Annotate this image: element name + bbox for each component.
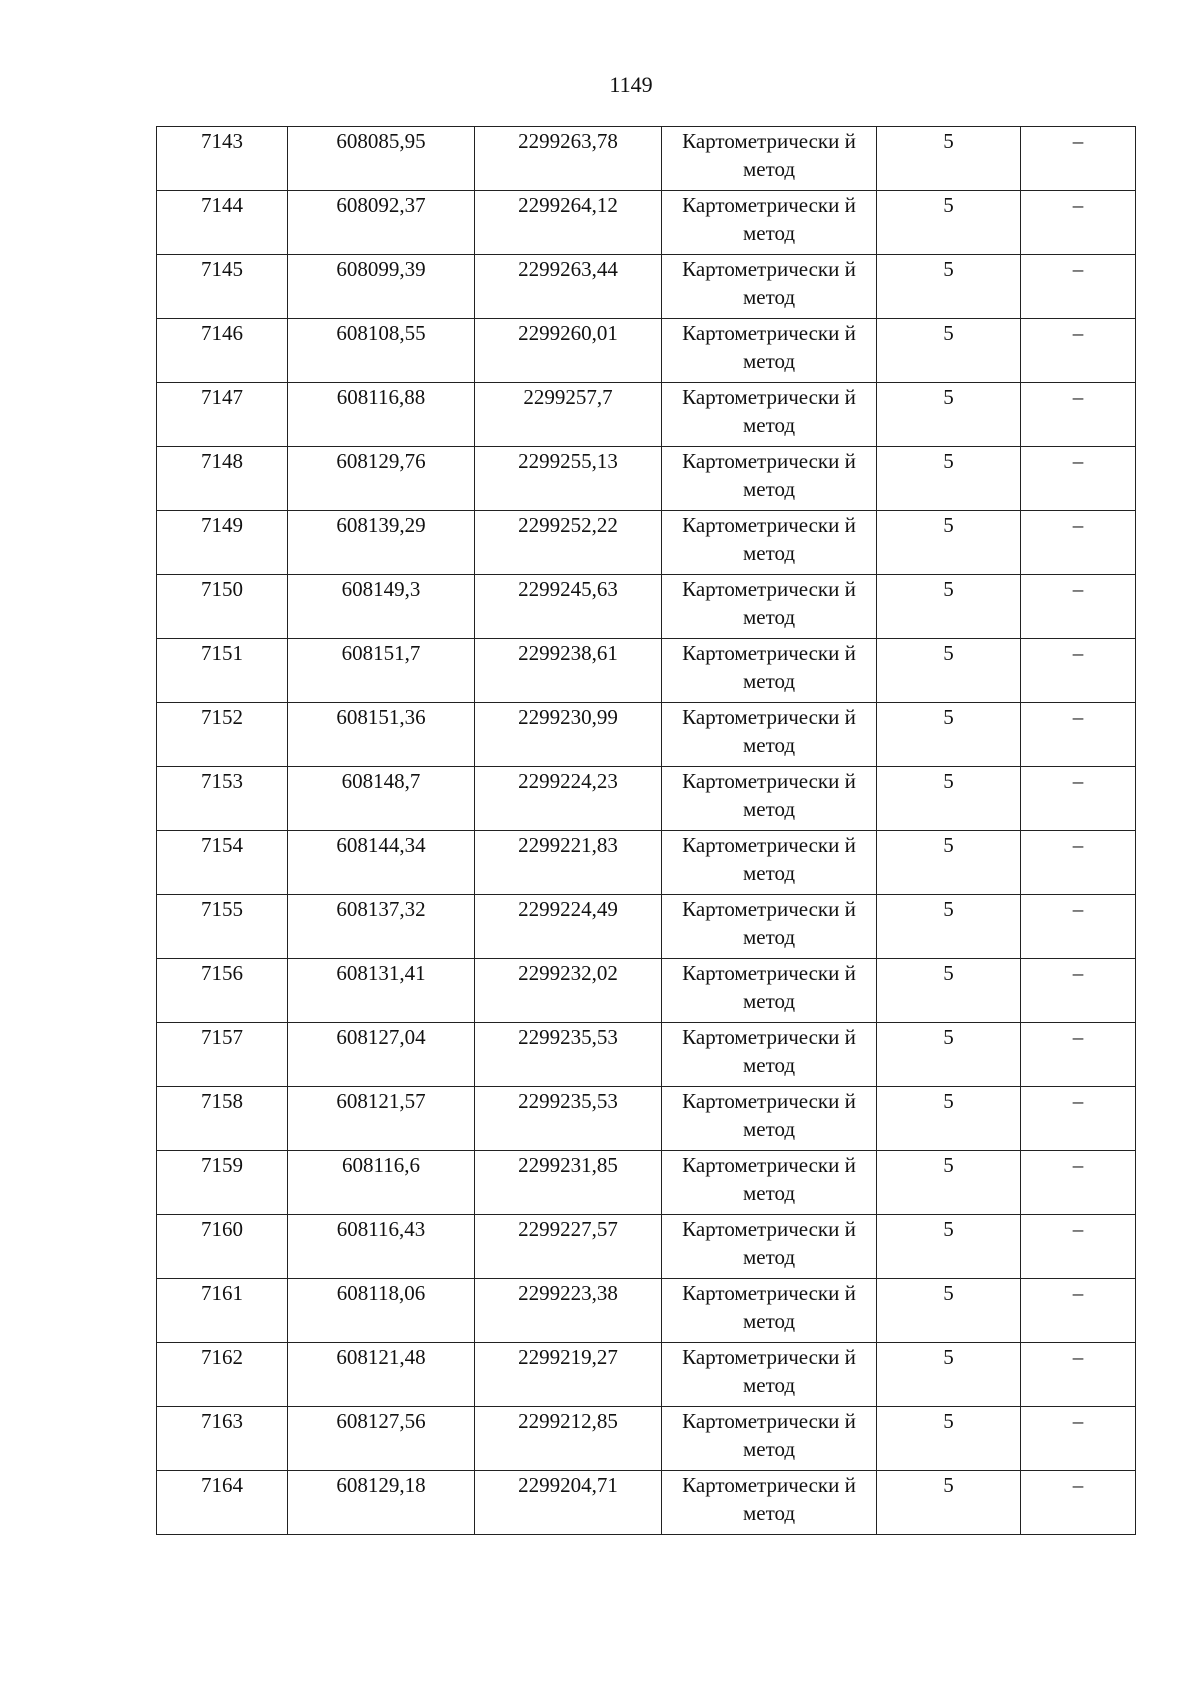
y-coordinate-cell: 2299223,38 <box>475 1279 662 1343</box>
accuracy-cell: 5 <box>877 1407 1021 1471</box>
accuracy-cell: 5 <box>877 767 1021 831</box>
method-cell: Картометрически й метод <box>662 1151 877 1215</box>
x-coordinate-cell: 608148,7 <box>288 767 475 831</box>
page-number: 1149 <box>609 72 653 97</box>
point-number-cell: 7144 <box>157 191 288 255</box>
table-row <box>157 1471 1136 1535</box>
y-coordinate-cell: 2299219,27 <box>475 1343 662 1407</box>
note-cell: – <box>1021 255 1136 319</box>
note-cell: – <box>1021 1087 1136 1151</box>
method-cell: Картометрически й метод <box>662 831 877 895</box>
x-coordinate-cell: 608116,88 <box>288 383 475 447</box>
table-row <box>157 831 1136 895</box>
table-row <box>157 1407 1136 1471</box>
x-coordinate-cell: 608116,6 <box>288 1151 475 1215</box>
point-number-cell: 7161 <box>157 1279 288 1343</box>
x-coordinate-cell: 608149,3 <box>288 575 475 639</box>
x-coordinate-cell: 608144,34 <box>288 831 475 895</box>
table-row <box>157 703 1136 767</box>
note-cell: – <box>1021 1471 1136 1535</box>
y-coordinate-cell: 2299257,7 <box>475 383 662 447</box>
accuracy-cell: 5 <box>877 127 1021 191</box>
table-row <box>157 1343 1136 1407</box>
note-cell: – <box>1021 127 1136 191</box>
method-cell: Картометрически й метод <box>662 511 877 575</box>
point-number-cell: 7149 <box>157 511 288 575</box>
method-cell: Картометрически й метод <box>662 191 877 255</box>
note-cell: – <box>1021 895 1136 959</box>
x-coordinate-cell: 608118,06 <box>288 1279 475 1343</box>
method-cell: Картометрически й метод <box>662 255 877 319</box>
point-number-cell: 7157 <box>157 1023 288 1087</box>
note-cell: – <box>1021 1215 1136 1279</box>
x-coordinate-cell: 608127,56 <box>288 1407 475 1471</box>
point-number-cell: 7143 <box>157 127 288 191</box>
table-row <box>157 1023 1136 1087</box>
table-row <box>157 319 1136 383</box>
y-coordinate-cell: 2299263,78 <box>475 127 662 191</box>
point-number-cell: 7158 <box>157 1087 288 1151</box>
x-coordinate-cell: 608121,48 <box>288 1343 475 1407</box>
table-row <box>157 1215 1136 1279</box>
y-coordinate-cell: 2299238,61 <box>475 639 662 703</box>
method-cell: Картометрически й метод <box>662 575 877 639</box>
accuracy-cell: 5 <box>877 319 1021 383</box>
table-row <box>157 1087 1136 1151</box>
x-coordinate-cell: 608121,57 <box>288 1087 475 1151</box>
method-cell: Картометрически й метод <box>662 1471 877 1535</box>
table-row <box>157 191 1136 255</box>
method-cell: Картометрически й метод <box>662 1279 877 1343</box>
accuracy-cell: 5 <box>877 1215 1021 1279</box>
x-coordinate-cell: 608131,41 <box>288 959 475 1023</box>
x-coordinate-cell: 608151,7 <box>288 639 475 703</box>
y-coordinate-cell: 2299204,71 <box>475 1471 662 1535</box>
accuracy-cell: 5 <box>877 895 1021 959</box>
note-cell: – <box>1021 639 1136 703</box>
table-row <box>157 1279 1136 1343</box>
accuracy-cell: 5 <box>877 575 1021 639</box>
table-row <box>157 127 1136 191</box>
y-coordinate-cell: 2299212,85 <box>475 1407 662 1471</box>
accuracy-cell: 5 <box>877 255 1021 319</box>
point-number-cell: 7164 <box>157 1471 288 1535</box>
method-cell: Картометрически й метод <box>662 703 877 767</box>
point-number-cell: 7153 <box>157 767 288 831</box>
y-coordinate-cell: 2299260,01 <box>475 319 662 383</box>
method-cell: Картометрически й метод <box>662 447 877 511</box>
accuracy-cell: 5 <box>877 1023 1021 1087</box>
accuracy-cell: 5 <box>877 1151 1021 1215</box>
accuracy-cell: 5 <box>877 639 1021 703</box>
x-coordinate-cell: 608151,36 <box>288 703 475 767</box>
point-number-cell: 7145 <box>157 255 288 319</box>
accuracy-cell: 5 <box>877 703 1021 767</box>
note-cell: – <box>1021 1343 1136 1407</box>
note-cell: – <box>1021 1407 1136 1471</box>
method-cell: Картометрически й метод <box>662 383 877 447</box>
method-cell: Картометрически й метод <box>662 1343 877 1407</box>
x-coordinate-cell: 608116,43 <box>288 1215 475 1279</box>
accuracy-cell: 5 <box>877 959 1021 1023</box>
y-coordinate-cell: 2299221,83 <box>475 831 662 895</box>
note-cell: – <box>1021 1279 1136 1343</box>
accuracy-cell: 5 <box>877 1087 1021 1151</box>
x-coordinate-cell: 608129,76 <box>288 447 475 511</box>
accuracy-cell: 5 <box>877 511 1021 575</box>
note-cell: – <box>1021 319 1136 383</box>
y-coordinate-cell: 2299263,44 <box>475 255 662 319</box>
table-row <box>157 1151 1136 1215</box>
method-cell: Картометрически й метод <box>662 1407 877 1471</box>
x-coordinate-cell: 608137,32 <box>288 895 475 959</box>
coordinates-table-body <box>157 127 1136 1535</box>
point-number-cell: 7154 <box>157 831 288 895</box>
method-cell: Картометрически й метод <box>662 767 877 831</box>
table-row <box>157 767 1136 831</box>
point-number-cell: 7147 <box>157 383 288 447</box>
point-number-cell: 7152 <box>157 703 288 767</box>
x-coordinate-cell: 608139,29 <box>288 511 475 575</box>
point-number-cell: 7156 <box>157 959 288 1023</box>
y-coordinate-cell: 2299224,49 <box>475 895 662 959</box>
accuracy-cell: 5 <box>877 447 1021 511</box>
method-cell: Картометрически й метод <box>662 639 877 703</box>
x-coordinate-cell: 608099,39 <box>288 255 475 319</box>
point-number-cell: 7155 <box>157 895 288 959</box>
point-number-cell: 7163 <box>157 1407 288 1471</box>
x-coordinate-cell: 608127,04 <box>288 1023 475 1087</box>
x-coordinate-cell: 608085,95 <box>288 127 475 191</box>
y-coordinate-cell: 2299227,57 <box>475 1215 662 1279</box>
x-coordinate-cell: 608108,55 <box>288 319 475 383</box>
y-coordinate-cell: 2299230,99 <box>475 703 662 767</box>
method-cell: Картометрически й метод <box>662 895 877 959</box>
table-row <box>157 895 1136 959</box>
point-number-cell: 7146 <box>157 319 288 383</box>
y-coordinate-cell: 2299252,22 <box>475 511 662 575</box>
y-coordinate-cell: 2299255,13 <box>475 447 662 511</box>
y-coordinate-cell: 2299245,63 <box>475 575 662 639</box>
note-cell: – <box>1021 191 1136 255</box>
point-number-cell: 7159 <box>157 1151 288 1215</box>
method-cell: Картометрически й метод <box>662 1023 877 1087</box>
point-number-cell: 7148 <box>157 447 288 511</box>
table-row <box>157 959 1136 1023</box>
y-coordinate-cell: 2299235,53 <box>475 1023 662 1087</box>
note-cell: – <box>1021 511 1136 575</box>
note-cell: – <box>1021 575 1136 639</box>
coordinates-table <box>156 126 1136 1535</box>
method-cell: Картометрически й метод <box>662 1215 877 1279</box>
accuracy-cell: 5 <box>877 191 1021 255</box>
note-cell: – <box>1021 447 1136 511</box>
note-cell: – <box>1021 831 1136 895</box>
table-row <box>157 511 1136 575</box>
point-number-cell: 7160 <box>157 1215 288 1279</box>
accuracy-cell: 5 <box>877 383 1021 447</box>
accuracy-cell: 5 <box>877 1279 1021 1343</box>
method-cell: Картометрически й метод <box>662 319 877 383</box>
note-cell: – <box>1021 767 1136 831</box>
point-number-cell: 7150 <box>157 575 288 639</box>
note-cell: – <box>1021 1023 1136 1087</box>
y-coordinate-cell: 2299235,53 <box>475 1087 662 1151</box>
accuracy-cell: 5 <box>877 1471 1021 1535</box>
method-cell: Картометрически й метод <box>662 127 877 191</box>
y-coordinate-cell: 2299231,85 <box>475 1151 662 1215</box>
table-row <box>157 255 1136 319</box>
y-coordinate-cell: 2299264,12 <box>475 191 662 255</box>
table-row <box>157 639 1136 703</box>
accuracy-cell: 5 <box>877 831 1021 895</box>
table-row <box>157 447 1136 511</box>
note-cell: – <box>1021 1151 1136 1215</box>
note-cell: – <box>1021 383 1136 447</box>
note-cell: – <box>1021 703 1136 767</box>
y-coordinate-cell: 2299224,23 <box>475 767 662 831</box>
table-row <box>157 383 1136 447</box>
point-number-cell: 7162 <box>157 1343 288 1407</box>
note-cell: – <box>1021 959 1136 1023</box>
table-row <box>157 575 1136 639</box>
y-coordinate-cell: 2299232,02 <box>475 959 662 1023</box>
method-cell: Картометрически й метод <box>662 1087 877 1151</box>
x-coordinate-cell: 608129,18 <box>288 1471 475 1535</box>
point-number-cell: 7151 <box>157 639 288 703</box>
x-coordinate-cell: 608092,37 <box>288 191 475 255</box>
accuracy-cell: 5 <box>877 1343 1021 1407</box>
method-cell: Картометрически й метод <box>662 959 877 1023</box>
